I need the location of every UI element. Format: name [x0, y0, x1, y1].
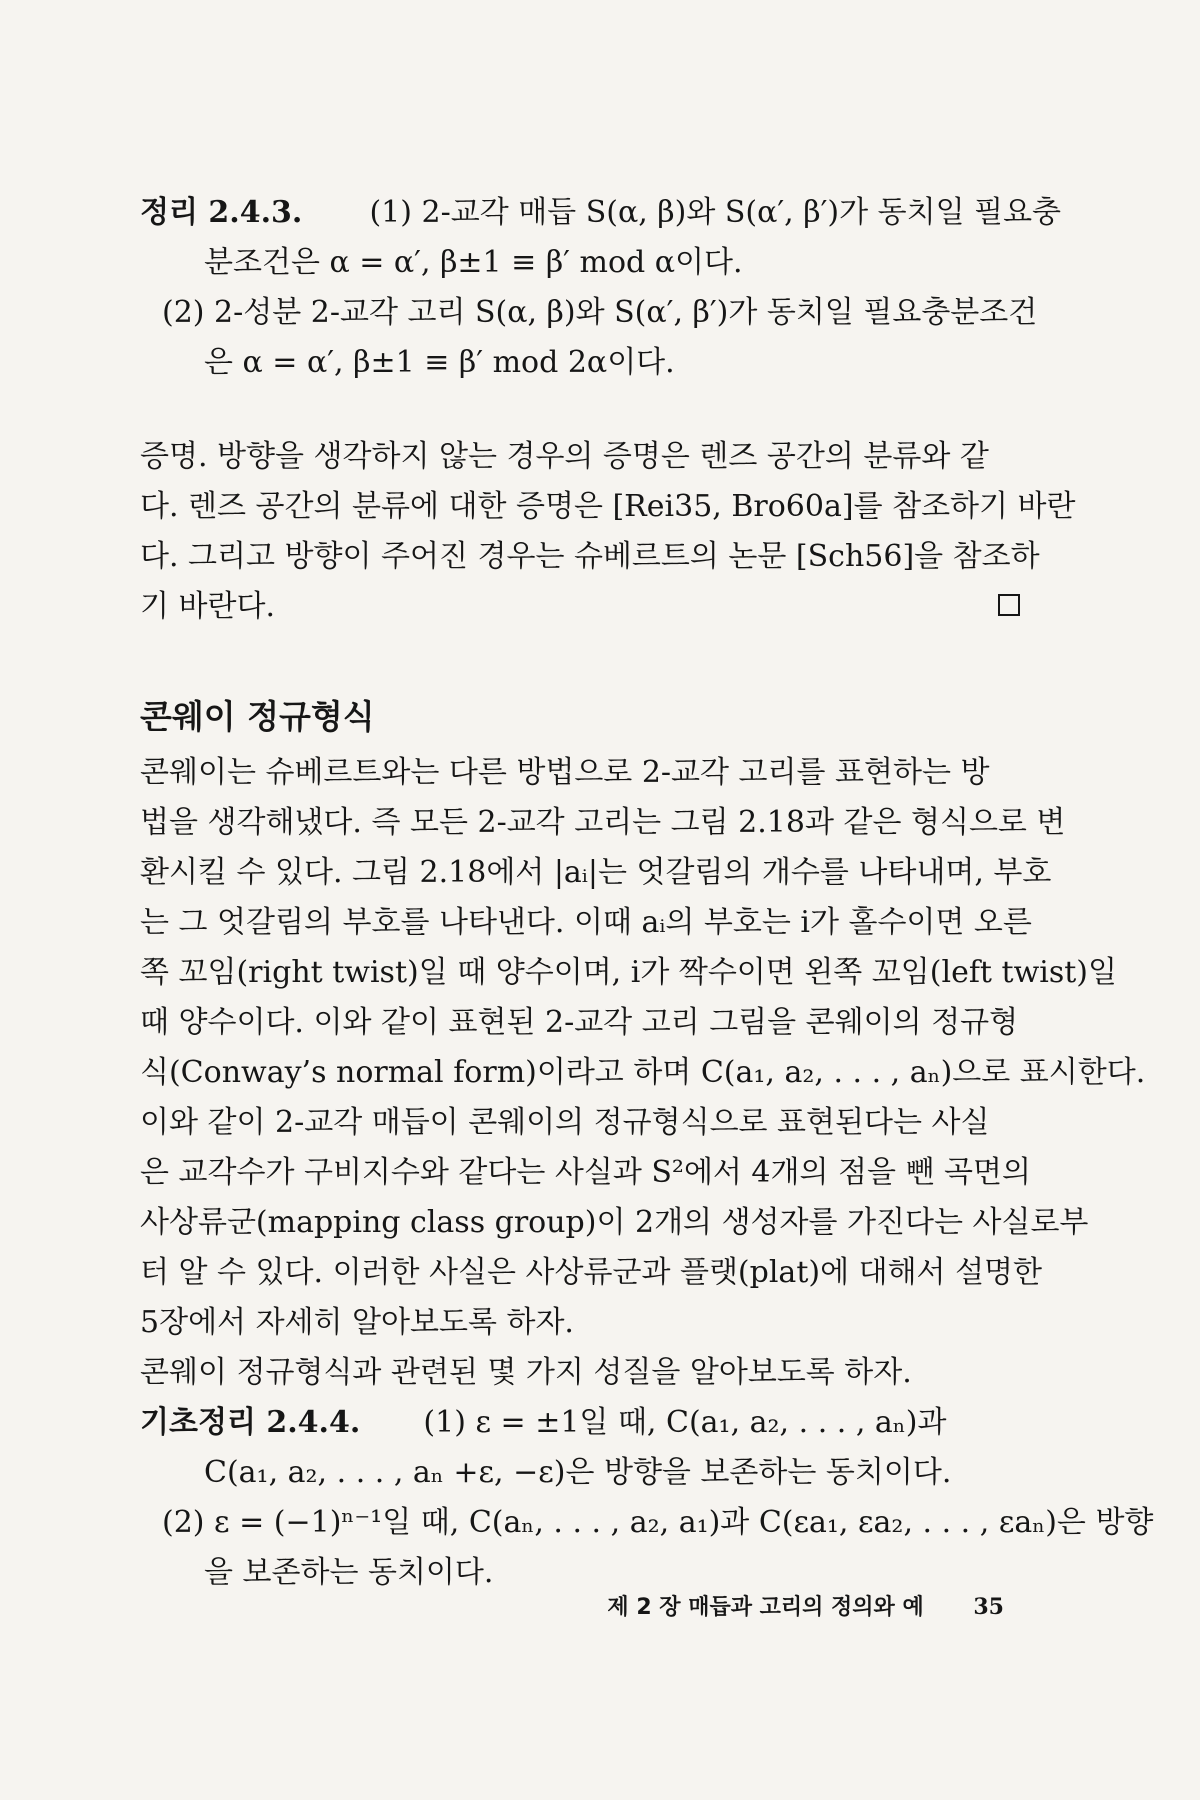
- p2-line-4: 터 알 수 있다. 이러한 사실은 사상류군과 플랫(plat)에 대해서 설명한: [140, 1255, 1043, 1290]
- theorem-line-4: 은 α = α′, β±1 ≡ β′ mod 2α이다.: [204, 345, 675, 380]
- page-footer: [607, 1590, 1004, 1621]
- theorem-text: (1) 2-교각 매듭 S(α, β)와 S(α′, β′)가 동치일 필요충: [369, 195, 1062, 230]
- paragraph-3: [140, 1348, 1020, 1398]
- paragraph-1: [140, 748, 1146, 1098]
- p1-line-6: 때 양수이다. 이와 같이 표현된 2-교각 고리 그림을 콘웨이의 정규형: [140, 1005, 1019, 1040]
- p1-line-3: 환시킬 수 있다. 그림 2.18에서 |aᵢ|는 엇갈림의 개수를 나타내며, 부호: [140, 855, 1052, 890]
- theorem-2-4-3: [140, 188, 1062, 388]
- proof-line-4-text: 기 바란다.: [140, 589, 275, 624]
- theorem-line-1: [140, 188, 1062, 238]
- p2-line-3: 사상류군(mapping class group)이 2개의 생성자를 가진다는 사실로부: [140, 1205, 1089, 1240]
- proof-line-3: 다. 그리고 방향이 주어진 경우는 슈베르트의 논문 [Sch56]을 참조하: [140, 539, 1040, 574]
- paragraph-2: [140, 1098, 1089, 1348]
- proof-line-4: [140, 582, 1020, 632]
- section-heading: 콘웨이 정규형식: [140, 697, 375, 736]
- p2-line-1: 이와 같이 2-교각 매듭이 콘웨이의 정규형식으로 표현된다는 사실: [140, 1105, 990, 1140]
- lemma-line-1: [140, 1398, 1020, 1448]
- lemma-line-4: 을 보존하는 동치이다.: [204, 1555, 494, 1590]
- section: [140, 692, 1020, 742]
- p2-line-2: 은 교각수가 구비지수와 같다는 사실과 S²에서 4개의 점을 뺀 곡면의: [140, 1155, 1031, 1190]
- page-number: 35: [973, 1594, 1004, 1620]
- p3-line-1: 콘웨이 정규형식과 관련된 몇 가지 성질을 알아보도록 하자.: [140, 1355, 912, 1390]
- lemma-line-2: C(a₁, a₂, . . . , aₙ +ε, −ε)은 방향을 보존하는 동치이다.: [204, 1455, 952, 1490]
- proof: [140, 432, 1076, 632]
- proof-line-1: 증명. 방향을 생각하지 않는 경우의 증명은 렌즈 공간의 분류와 같: [140, 439, 989, 474]
- lemma-2-4-4: [140, 1398, 1154, 1598]
- p1-line-1: 콘웨이는 슈베르트와는 다른 방법으로 2-교각 고리를 표현하는 방: [140, 755, 990, 790]
- lemma-label: 기초정리 2.4.4.: [140, 1405, 361, 1440]
- p2-line-5: 5장에서 자세히 알아보도록 하자.: [140, 1305, 574, 1340]
- running-header-chapter: 제 2 장 매듭과 고리의 정의와 예: [607, 1595, 924, 1620]
- theorem-label: 정리 2.4.3.: [140, 195, 303, 230]
- p1-line-2: 법을 생각해냈다. 즉 모든 2-교각 고리는 그림 2.18과 같은 형식으로 변: [140, 805, 1066, 840]
- qed-square-icon: [998, 594, 1020, 616]
- p1-line-7: 식(Conway’s normal form)이라고 하며 C(a₁, a₂, . . . , aₙ)으로 표시한다.: [140, 1055, 1146, 1090]
- p1-line-5: 쪽 꼬임(right twist)일 때 양수이며, i가 짝수이면 왼쪽 꼬임(left twist)일: [140, 955, 1117, 990]
- theorem-line-3: (2) 2-성분 2-교각 고리 S(α, β)와 S(α′, β′)가 동치일 필요충분조건: [162, 295, 1038, 330]
- theorem-line-2: 분조건은 α = α′, β±1 ≡ β′ mod α이다.: [204, 245, 743, 280]
- proof-line-2: 다. 렌즈 공간의 분류에 대한 증명은 [Rei35, Bro60a]를 참조하기 바란: [140, 489, 1076, 524]
- lemma-line-3: (2) ε = (−1)ⁿ⁻¹일 때, C(aₙ, . . . , a₂, a₁)과 C(εa₁, εa₂, . . . , εaₙ)은 방향: [162, 1505, 1154, 1540]
- lemma-text: (1) ε = ±1일 때, C(a₁, a₂, . . . , aₙ)과: [423, 1405, 947, 1440]
- p1-line-4: 는 그 엇갈림의 부호를 나타낸다. 이때 aᵢ의 부호는 i가 홀수이면 오른: [140, 905, 1032, 940]
